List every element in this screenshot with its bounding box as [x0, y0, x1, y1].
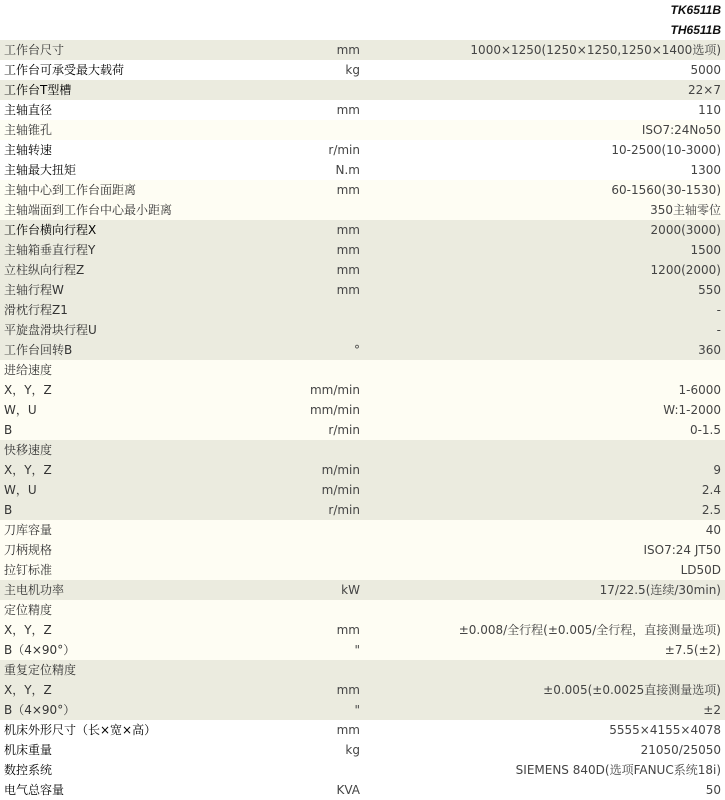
spec-name: 工作台横向行程X — [4, 223, 97, 237]
spec-row — [0, 280, 725, 300]
spec-value: ISO7:24 JT50 — [643, 543, 721, 557]
spec-unit: " — [354, 643, 360, 657]
spec-row — [0, 320, 725, 340]
spec-value: 60-1560(30-1530) — [611, 183, 721, 197]
spec-value: - — [716, 303, 721, 317]
spec-value: 1200(2000) — [650, 263, 721, 277]
spec-name: B — [4, 423, 13, 437]
spec-name: 主轴最大扭矩 — [4, 163, 77, 177]
spec-unit: kg — [345, 743, 360, 757]
spec-value: 1-6000 — [678, 383, 721, 397]
spec-unit: r/min — [328, 503, 360, 517]
spec-value: 550 — [698, 283, 721, 297]
spec-value: 22×7 — [688, 83, 721, 97]
spec-value: 0-1.5 — [689, 423, 721, 437]
spec-name: 主轴端面到工作台中心最小距离 — [4, 203, 173, 217]
spec-value: 360 — [698, 343, 721, 357]
spec-row — [0, 560, 725, 580]
spec-name: 工作台可承受最大载荷 — [4, 63, 125, 77]
spec-name: 平旋盘滑块行程U — [4, 323, 97, 337]
spec-row — [0, 100, 725, 120]
spec-row — [0, 160, 725, 180]
spec-row — [0, 340, 725, 360]
spec-value: ±0.005(±0.0025直接测量选项) — [543, 683, 721, 697]
spec-name: B — [4, 503, 13, 517]
spec-unit: r/min — [328, 143, 360, 157]
spec-unit: m/min — [321, 463, 360, 477]
spec-row — [0, 220, 725, 240]
spec-row — [0, 300, 725, 320]
spec-row — [0, 60, 725, 80]
spec-unit: mm — [336, 283, 360, 297]
spec-name: 快移速度 — [4, 443, 53, 457]
spec-value: 2.5 — [701, 503, 721, 517]
spec-name: 重复定位精度 — [4, 663, 77, 677]
spec-name: 主轴直径 — [4, 103, 53, 117]
spec-row — [0, 740, 725, 760]
spec-row — [0, 480, 725, 500]
model-name: TK6511B — [670, 3, 721, 17]
spec-row — [0, 200, 725, 220]
spec-name: 定位精度 — [4, 603, 53, 617]
spec-unit: mm — [336, 623, 360, 637]
spec-value: - — [716, 323, 721, 337]
spec-name: 滑枕行程Z1 — [4, 303, 68, 317]
spec-name: 主轴转速 — [4, 143, 53, 157]
spec-name: X，Y，Z — [4, 683, 52, 697]
spec-value: W:1-2000 — [663, 403, 721, 417]
spec-unit: mm — [336, 43, 360, 57]
spec-name: 拉钉标准 — [4, 563, 53, 577]
spec-name: 数控系统 — [4, 763, 53, 777]
spec-unit: m/min — [321, 483, 360, 497]
spec-name: 机床外形尺寸（长×宽×高） — [4, 723, 157, 737]
spec-row — [0, 40, 725, 60]
spec-unit: mm/min — [309, 403, 360, 417]
spec-value: ±7.5(±2) — [664, 643, 721, 657]
spec-value: 10-2500(10-3000) — [611, 143, 721, 157]
spec-name: X，Y，Z — [4, 463, 52, 477]
spec-value: 1000×1250(1250×1250,1250×1400选项) — [470, 43, 721, 57]
spec-row — [0, 540, 725, 560]
spec-value: 5000 — [690, 63, 721, 77]
spec-unit: mm — [336, 723, 360, 737]
spec-row — [0, 520, 725, 540]
spec-name: B（4×90°） — [4, 643, 76, 657]
spec-name: 主电机功率 — [4, 583, 65, 597]
spec-name: 立柱纵向行程Z — [4, 263, 85, 277]
spec-unit: mm/min — [309, 383, 360, 397]
spec-value: 2.4 — [701, 483, 721, 497]
spec-value: 1500 — [690, 243, 721, 257]
spec-name: 电气总容量 — [4, 783, 65, 797]
spec-row — [0, 360, 725, 380]
spec-name: W，U — [4, 483, 37, 497]
spec-row — [0, 680, 725, 700]
spec-unit: mm — [336, 103, 360, 117]
spec-unit: mm — [336, 683, 360, 697]
spec-name: 工作台回转B — [4, 343, 73, 357]
spec-name: 主轴箱垂直行程Y — [4, 243, 96, 257]
model-name: TH6511B — [670, 23, 721, 37]
spec-row — [0, 180, 725, 200]
spec-name: 工作台尺寸 — [4, 43, 65, 57]
spec-unit: KVA — [336, 783, 360, 797]
spec-value: 17/22.5(连续/30min) — [599, 583, 721, 597]
spec-row — [0, 260, 725, 280]
spec-row — [0, 420, 725, 440]
spec-value: 5555×4155×4078 — [609, 723, 721, 737]
spec-value: 350主轴零位 — [650, 203, 721, 217]
spec-value: ±0.008/全行程(±0.005/全行程，直接测量选项) — [458, 623, 721, 637]
spec-unit: kg — [345, 63, 360, 77]
spec-name: 刀库容量 — [4, 523, 53, 537]
spec-value: 21050/25050 — [640, 743, 721, 757]
spec-row — [0, 500, 725, 520]
spec-row — [0, 720, 725, 740]
spec-row — [0, 760, 725, 780]
spec-row — [0, 120, 725, 140]
spec-row — [0, 460, 725, 480]
spec-value: LD50D — [680, 563, 721, 577]
spec-name: X，Y，Z — [4, 623, 52, 637]
spec-row — [0, 620, 725, 640]
spec-unit: N.m — [335, 163, 360, 177]
spec-name: 机床重量 — [4, 743, 53, 757]
spec-value: SIEMENS 840D(选项FANUC系统18i) — [515, 763, 721, 777]
spec-unit: mm — [336, 183, 360, 197]
spec-value: 50 — [705, 783, 721, 797]
model-header-row — [0, 20, 725, 40]
spec-unit: mm — [336, 223, 360, 237]
spec-name: B（4×90°） — [4, 703, 76, 717]
spec-rows — [0, 40, 725, 800]
spec-name: 刀柄规格 — [4, 543, 53, 557]
spec-row — [0, 80, 725, 100]
spec-name: 工作台T型槽 — [4, 83, 72, 97]
spec-unit: " — [354, 703, 360, 717]
spec-value: 9 — [713, 463, 721, 477]
spec-value: 40 — [705, 523, 721, 537]
spec-unit: mm — [336, 263, 360, 277]
spec-value: ±2 — [703, 703, 721, 717]
spec-row — [0, 380, 725, 400]
spec-row — [0, 240, 725, 260]
spec-row — [0, 600, 725, 620]
spec-row — [0, 780, 725, 800]
spec-row — [0, 660, 725, 680]
spec-unit: kW — [341, 583, 360, 597]
spec-value: 2000(3000) — [650, 223, 721, 237]
spec-row — [0, 440, 725, 460]
spec-value: ISO7:24No50 — [641, 123, 721, 137]
spec-value: 110 — [698, 103, 721, 117]
spec-row — [0, 640, 725, 660]
spec-name: 进给速度 — [4, 363, 53, 377]
spec-row — [0, 140, 725, 160]
spec-name: 主轴行程W — [4, 283, 64, 297]
spec-name: W，U — [4, 403, 37, 417]
spec-unit: ° — [354, 343, 360, 357]
spec-row — [0, 400, 725, 420]
spec-unit: r/min — [328, 423, 360, 437]
model-header-row — [0, 0, 725, 20]
spec-name: X，Y，Z — [4, 383, 52, 397]
spec-row — [0, 580, 725, 600]
spec-value: 1300 — [690, 163, 721, 177]
spec-name: 主轴锥孔 — [4, 123, 53, 137]
spec-name: 主轴中心到工作台面距离 — [4, 183, 137, 197]
spec-unit: mm — [336, 243, 360, 257]
spec-row — [0, 700, 725, 720]
